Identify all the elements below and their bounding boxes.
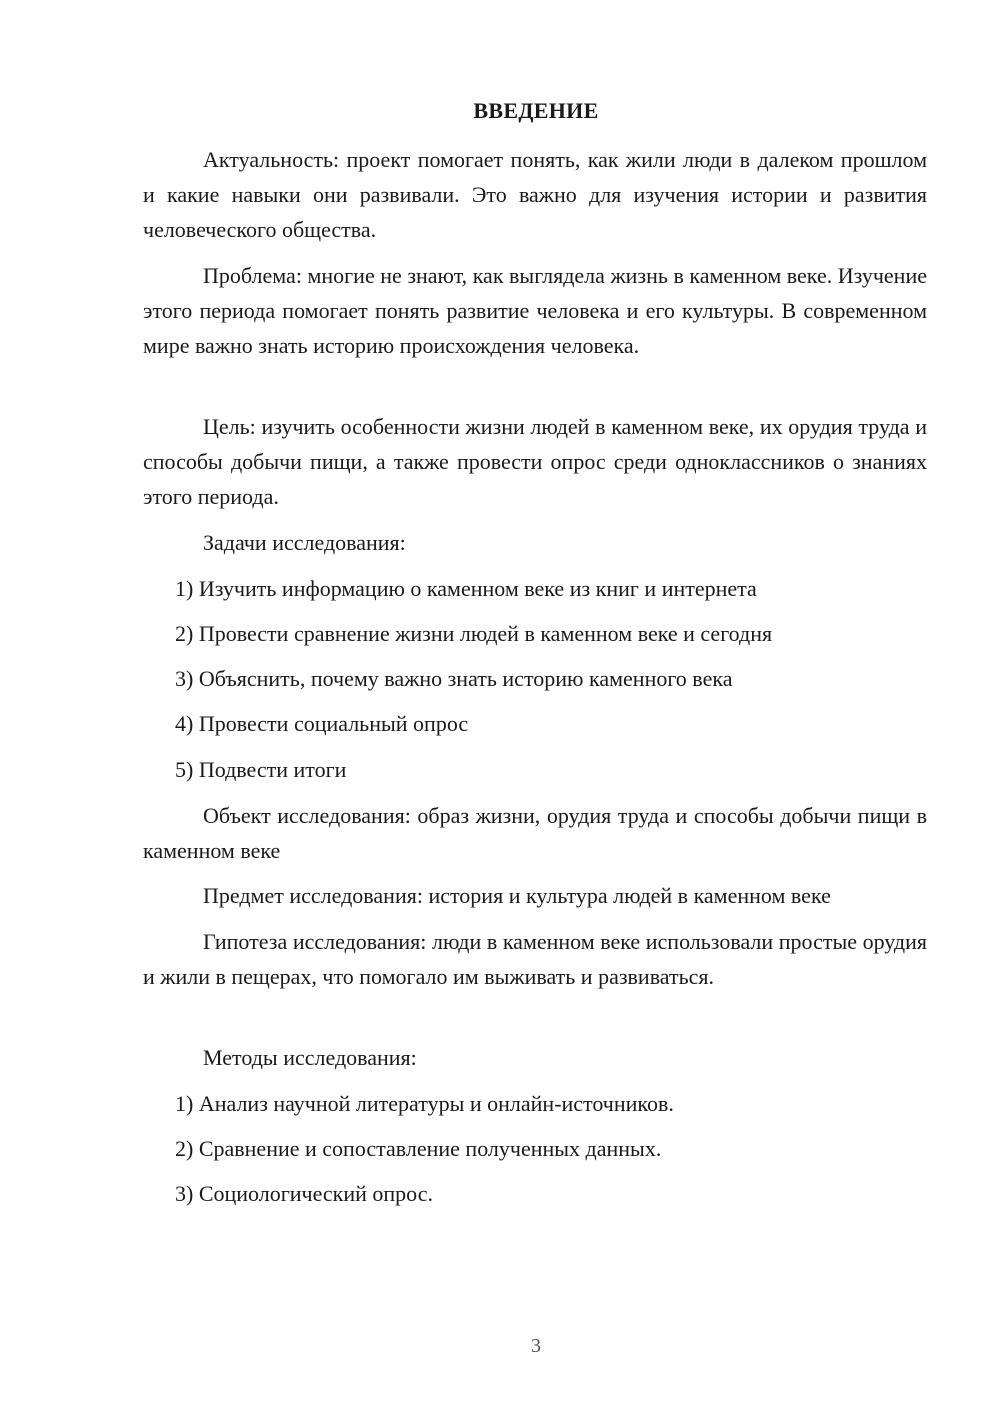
task-item: 5) Подвести итоги xyxy=(175,757,347,782)
task-item: 3) Объяснить, почему важно знать историю каменного века xyxy=(175,666,733,691)
task-item: 2) Провести сравнение жизни людей в каменном веке и сегодня xyxy=(175,621,773,646)
hypothesis-paragraph: Гипотеза исследования: люди в каменном веке использовали простые орудия и жили в пещерах, что помогало им выживать и развиваться. xyxy=(143,929,927,989)
object-paragraph: Объект исследования: образ жизни, орудия труда и способы добычи пищи в каменном веке xyxy=(143,803,927,863)
relevance-paragraph: Актуальность: проект помогает понять, как жили люди в далеком прошлом и какие навыки они развивали. Это важно для изучения истории и развития человеческого общества. xyxy=(143,147,927,242)
task-item: 4) Провести социальный опрос xyxy=(175,711,469,736)
subject-paragraph: Предмет исследования: история и культура людей в каменном веке xyxy=(203,883,831,908)
problem-paragraph: Проблема: многие не знают, как выглядела жизнь в каменном веке. Изучение этого периода помогает понять развитие человека и его культуры. В современном мире важно знать историю происхождения человека. xyxy=(143,263,927,358)
goal-paragraph: Цель: изучить особенности жизни людей в каменном веке, их орудия труда и способы добычи пищи, а также провести опрос среди одноклассников о знаниях этого периода. xyxy=(143,414,927,509)
method-item: 1) Анализ научной литературы и онлайн-источников. xyxy=(175,1091,674,1116)
task-item: 1) Изучить информацию о каменном веке из книг и интернета xyxy=(175,576,757,601)
section-title: ВВЕДЕНИЕ xyxy=(473,98,599,123)
method-item: 2) Сравнение и сопоставление полученных данных. xyxy=(175,1136,662,1161)
tasks-heading: Задачи исследования: xyxy=(203,530,406,555)
method-item: 3) Социологический опрос. xyxy=(175,1181,433,1206)
page-number: 3 xyxy=(531,1335,541,1357)
methods-heading: Методы исследования: xyxy=(203,1045,417,1070)
